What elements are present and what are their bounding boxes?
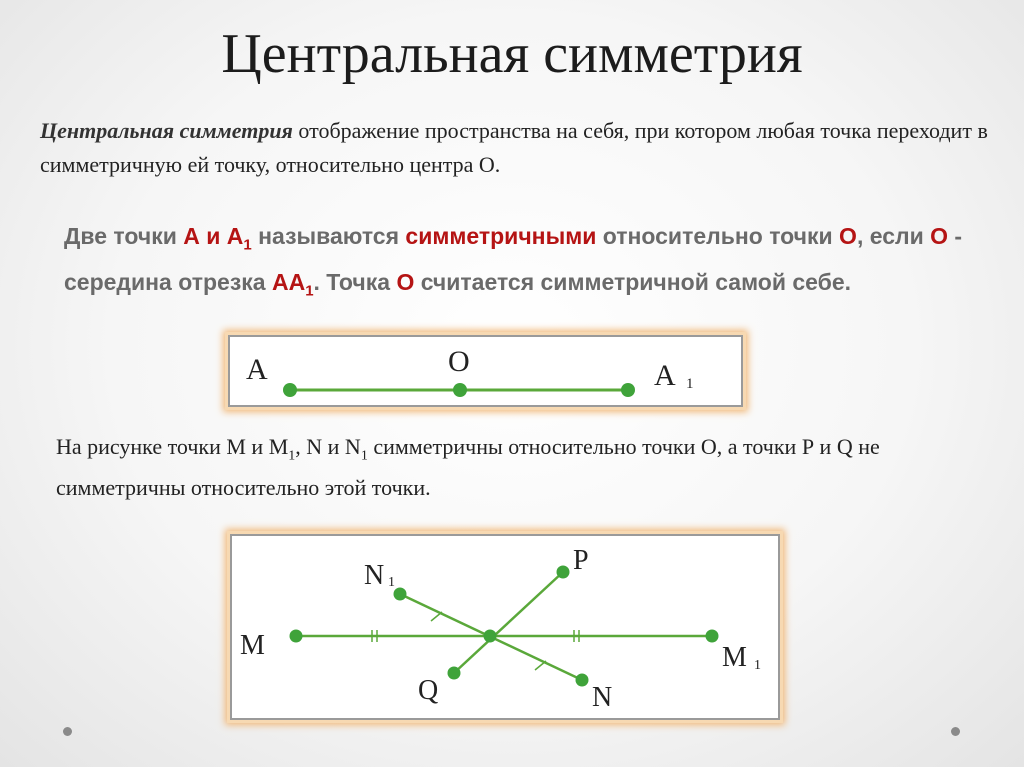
tick-mark [535,661,546,670]
point-a1 [621,383,635,397]
definition-text: отображение пространства на себя, при котором любая точка переходит в симметричную ей точку, относительно центра О. [40,118,988,177]
label-n1-subscript: 1 [388,575,395,590]
point-center-o [484,630,497,643]
point-m1 [706,630,719,643]
rule-symmetric-word: симметричными [405,223,597,249]
rule-text: считается симметричной самой себе. [414,268,852,295]
point-a [283,383,297,397]
note-text: На рисунке точки М и М [56,434,289,459]
rule-subscript: 1 [305,282,314,300]
label-m: M [240,630,265,661]
label-a1: A [654,359,676,392]
figure-note [56,431,986,504]
point-n1 [394,588,407,601]
note-text: , N и N [295,434,361,459]
slide-title: Центральная симметрия [221,23,803,85]
segment-pq [454,572,563,673]
label-m1: M [722,642,747,673]
label-n1: N [364,560,385,591]
rule-text: . Точка [313,268,397,295]
note-subscript: 1 [360,448,368,464]
rule-point-o: О [930,223,949,249]
slide-bullet-right [951,727,960,736]
figure-segment-aa1 [228,335,743,407]
point-o [453,383,467,397]
rule-text: Две точки [64,223,184,249]
label-m1-subscript: 1 [754,658,761,673]
definition-paragraph [40,114,990,182]
point-m [290,630,303,643]
point-q [448,667,461,680]
definition-term: Центральная симметрия [40,118,293,143]
figure-points-symmetry [230,534,780,720]
rule-text: , если [856,223,931,249]
rule-text: называются [251,223,406,249]
point-p [557,566,570,579]
tick-mark [431,612,442,621]
rule-text: относительно точки [596,223,840,249]
label-o: O [448,345,470,378]
segment-diagram [230,337,741,405]
symmetry-diagram [232,536,778,718]
label-p: P [573,545,589,576]
rule-subscript: 1 [243,236,252,254]
rule-points-a: А и А [183,223,244,249]
label-n: N [592,682,613,713]
rule-segment-aa: АА [271,268,306,295]
point-n [576,674,589,687]
label-q: Q [418,675,439,706]
rule-point-o: О [396,268,415,295]
note-text: симметричны относительно точки О, а точки Р и Q не симметричны относительно этой точки. [56,434,880,501]
label-a: A [246,353,268,386]
rule-point-o: О [839,223,857,249]
note-subscript: 1 [288,448,296,464]
symmetry-rule [64,218,994,309]
slide-bullet-left [63,727,72,736]
rule-text: - середина отрезка [64,223,963,295]
label-a1-subscript: 1 [686,376,694,392]
